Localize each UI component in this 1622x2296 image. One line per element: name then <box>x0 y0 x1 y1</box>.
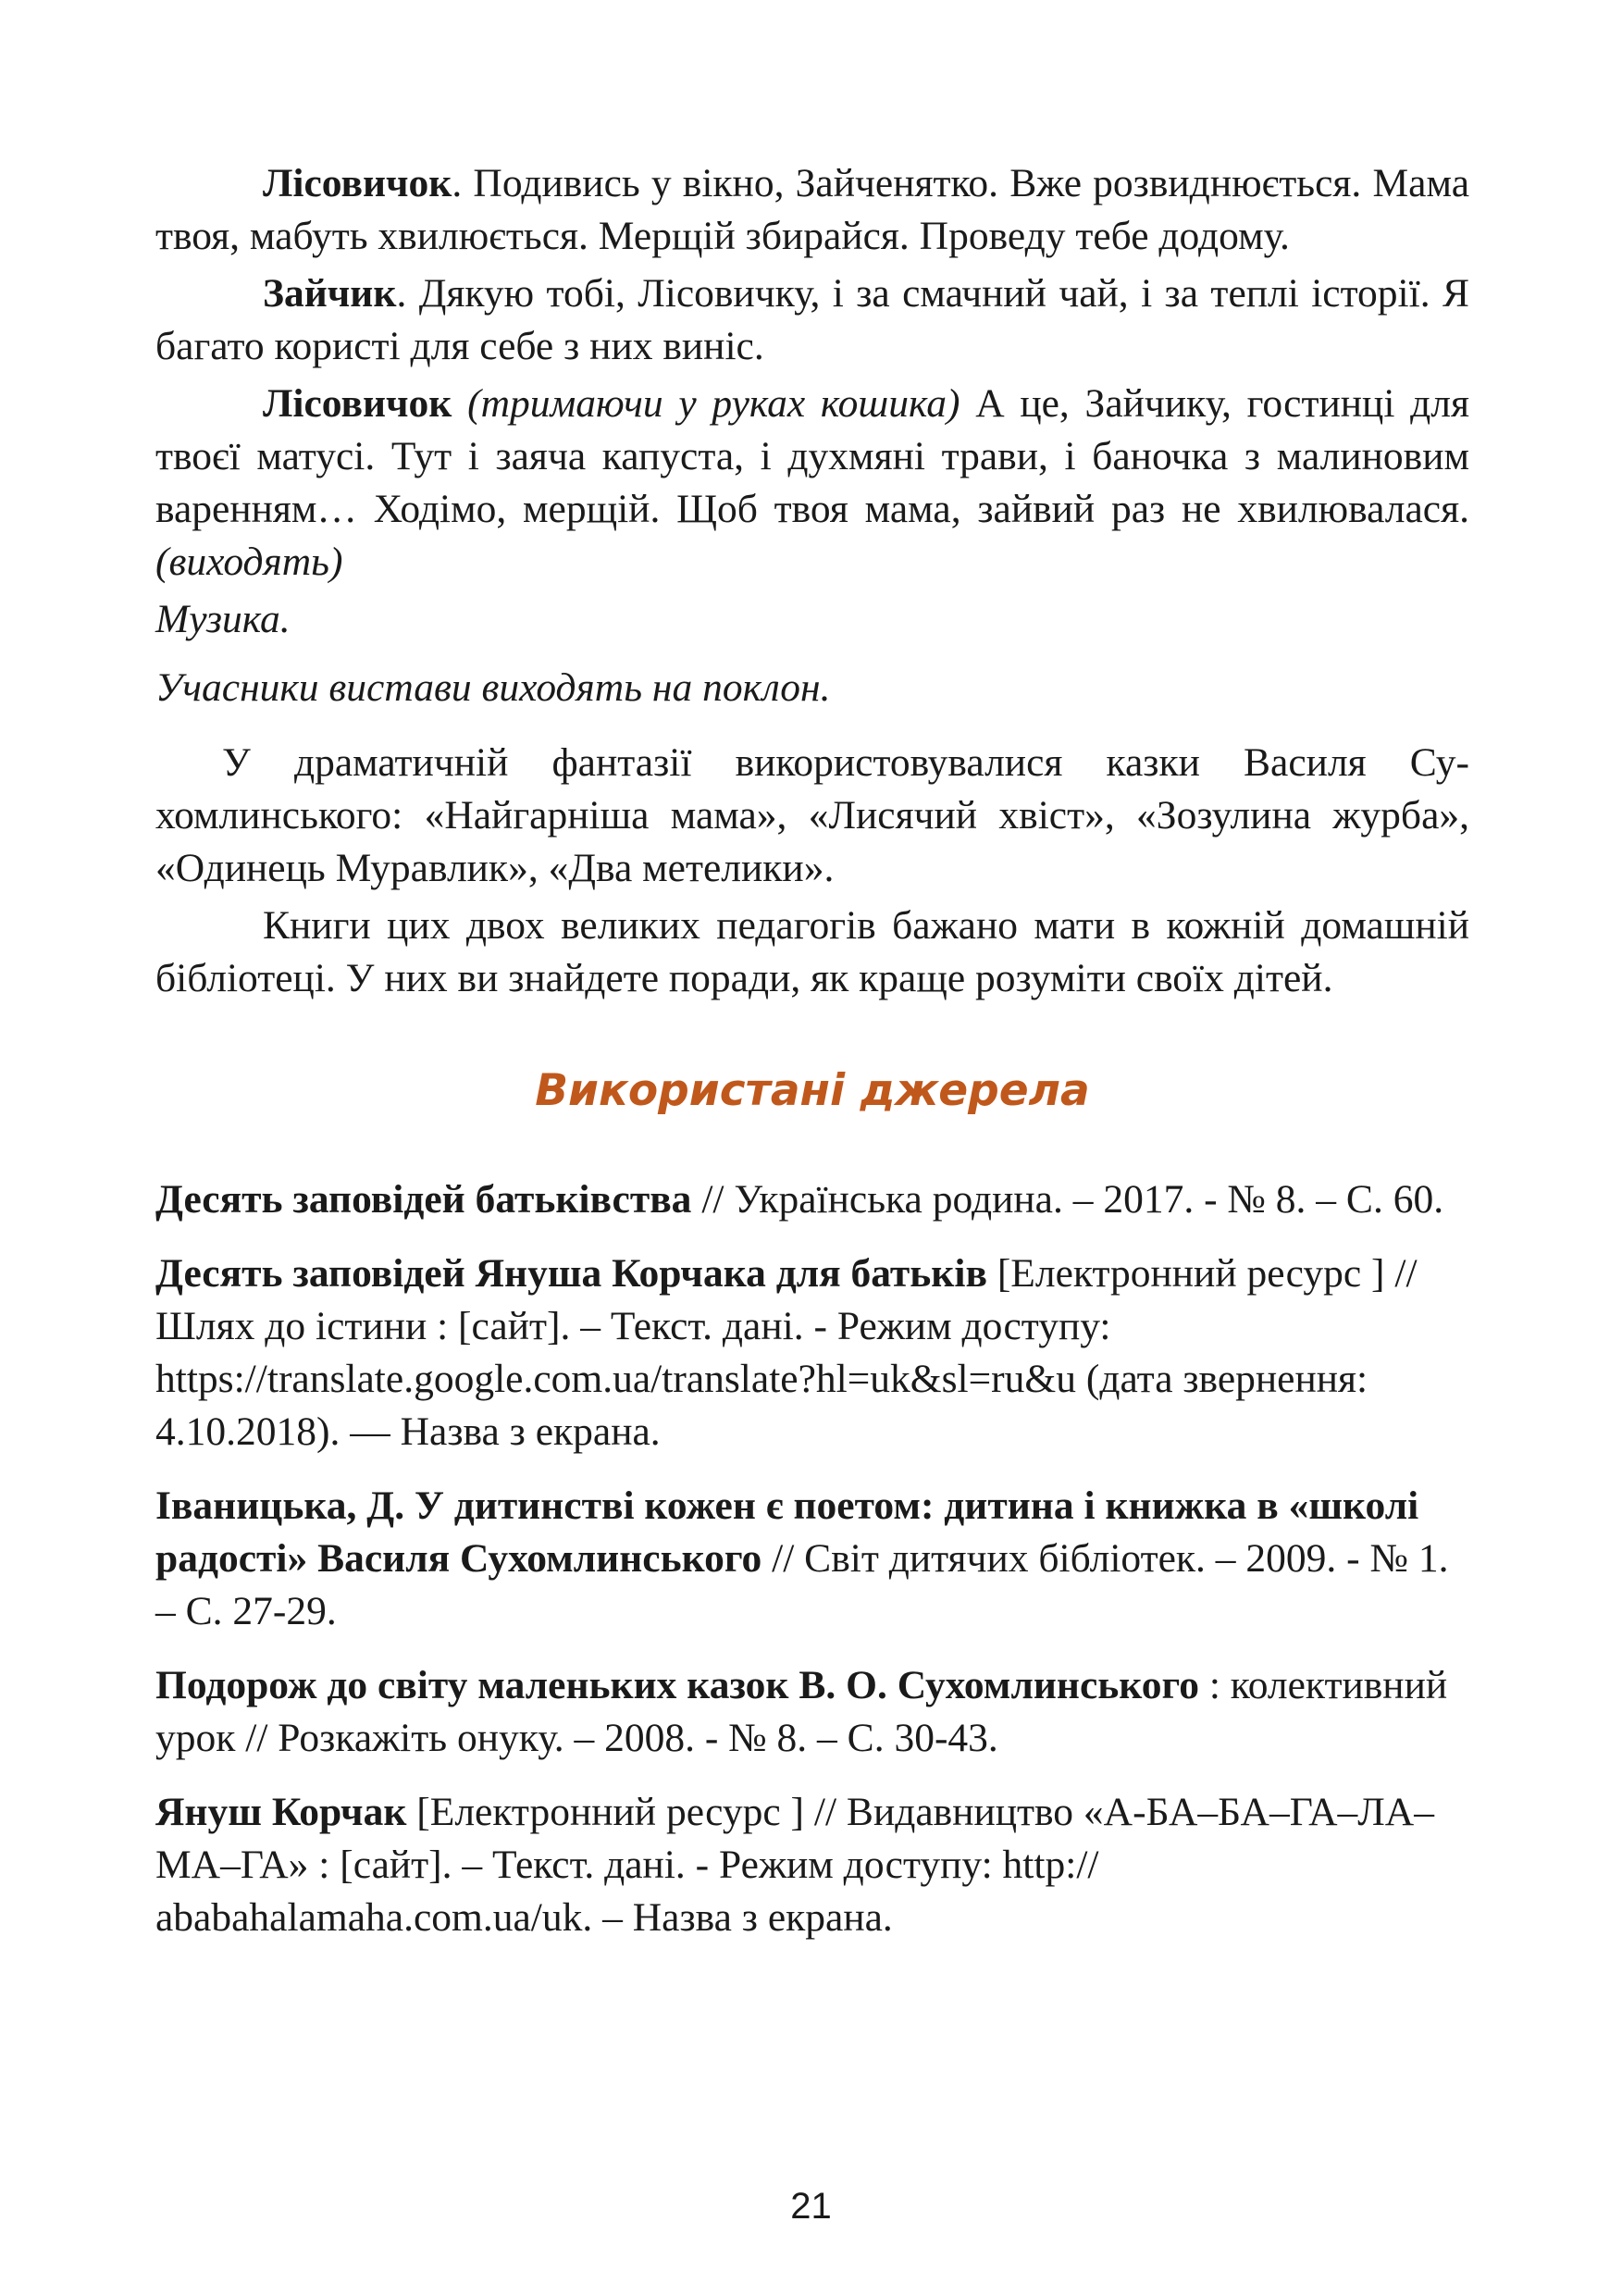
reference-item <box>155 1173 1469 1226</box>
reference-details: // Українська родина. – 2017. - № 8. – С. 60. <box>691 1177 1444 1222</box>
speaker-separator: . <box>396 271 419 316</box>
dialog-text: Подивись у вікно, Зайченятко. Вже розвиднюється. Мама твоя, мабуть хвилюється. Мерщій збирайся. Проведу тебе додому. <box>155 161 1469 258</box>
reference-item <box>155 1786 1469 1944</box>
stage-direction-exit: (виходять) <box>155 540 343 584</box>
reference-title: Десять заповідей Януша Корчака для батьків <box>155 1251 987 1296</box>
reference-item <box>155 1247 1469 1458</box>
speaker-separator: . <box>452 161 474 205</box>
speaker-name: Лісовичок <box>263 161 452 205</box>
reference-item <box>155 1659 1469 1765</box>
dialog-line <box>155 267 1469 373</box>
sources-heading: Використані джерела <box>535 1065 1090 1116</box>
speaker-separator <box>452 381 467 426</box>
reference-title: Подорож до світу маленьких казок В. О. Сухомлинського <box>155 1663 1199 1707</box>
speaker-name: Зайчик <box>263 271 397 316</box>
stage-note-bow: Учасники вистави виходять на поклон. <box>155 665 831 710</box>
paragraph-books: Книги цих двох великих педагогів бажано мати в кожній домашній бібліотеці. У них ви знайдете поради, як краще розуміти своїх дітей. <box>155 903 1469 1000</box>
reference-title: Януш Корчак <box>155 1790 407 1834</box>
dialog-line <box>155 378 1469 589</box>
reference-details: // Світ дитячих бібліотек. – 2009. - № 1. – С. 27-29. <box>155 1536 1449 1633</box>
reference-details: : колективний урок // Розкажіть онуку. – 2008. - № 8. – С. 30-43. <box>155 1663 1448 1760</box>
reference-item <box>155 1480 1469 1638</box>
page-content <box>155 157 1469 1966</box>
paragraph-fantasy: У драматичній фантазії використовувалися казки Василя Сухомлинського: «Найгарніша мама», «Лисячий хвіст», «Зозулина журба», «Одинець Муравлик», «Два метелики». <box>155 740 1469 890</box>
reference-title: Десять заповідей батьківства <box>155 1177 692 1222</box>
dialog-line <box>155 157 1469 263</box>
reference-details: [Електронний ресурс ] // Шлях до істини : [сайт]. – Текст. дані. - Режим доступу: https://translate.google.com.ua/translate?hl=uk&sl=ru&u (дата звернення: 4.10.2018). — Назва з екрана. <box>155 1251 1418 1454</box>
reference-title: Іваницька, Д. У дитинстві кожен є поетом: дитина і книжка в «школі радості» Василя Сухомлинського <box>155 1483 1419 1581</box>
stage-note-music: Музика. <box>155 597 291 641</box>
stage-direction: (тримаючи у руках кошика) <box>467 381 960 426</box>
dialog-text: А це, Зайчику, гостинці для твоєї матусі. Тут і заяча капуста, і духмяні трави, і баночка з малиновим варенням… Ходімо, мерщій. Щоб твоя мама, зайвий раз не хвилювалася. <box>155 381 1470 531</box>
page-number: 21 <box>790 2186 832 2227</box>
dialog-text: Дякую тобі, Лісовичку, і за смачний чай, і за теплі історії. Я багато користі для себе з них виніс. <box>155 271 1470 368</box>
speaker-name: Лісовичок <box>263 381 452 426</box>
reference-details: [Електронний ресурс ] // Видавництво «А-БА–БА–ГА–ЛА–МА–ГА» : [сайт]. – Текст. дані. - Режим доступу: http:// ababahalamaha.com.ua/uk. – Назва з екрана. <box>155 1790 1434 1940</box>
